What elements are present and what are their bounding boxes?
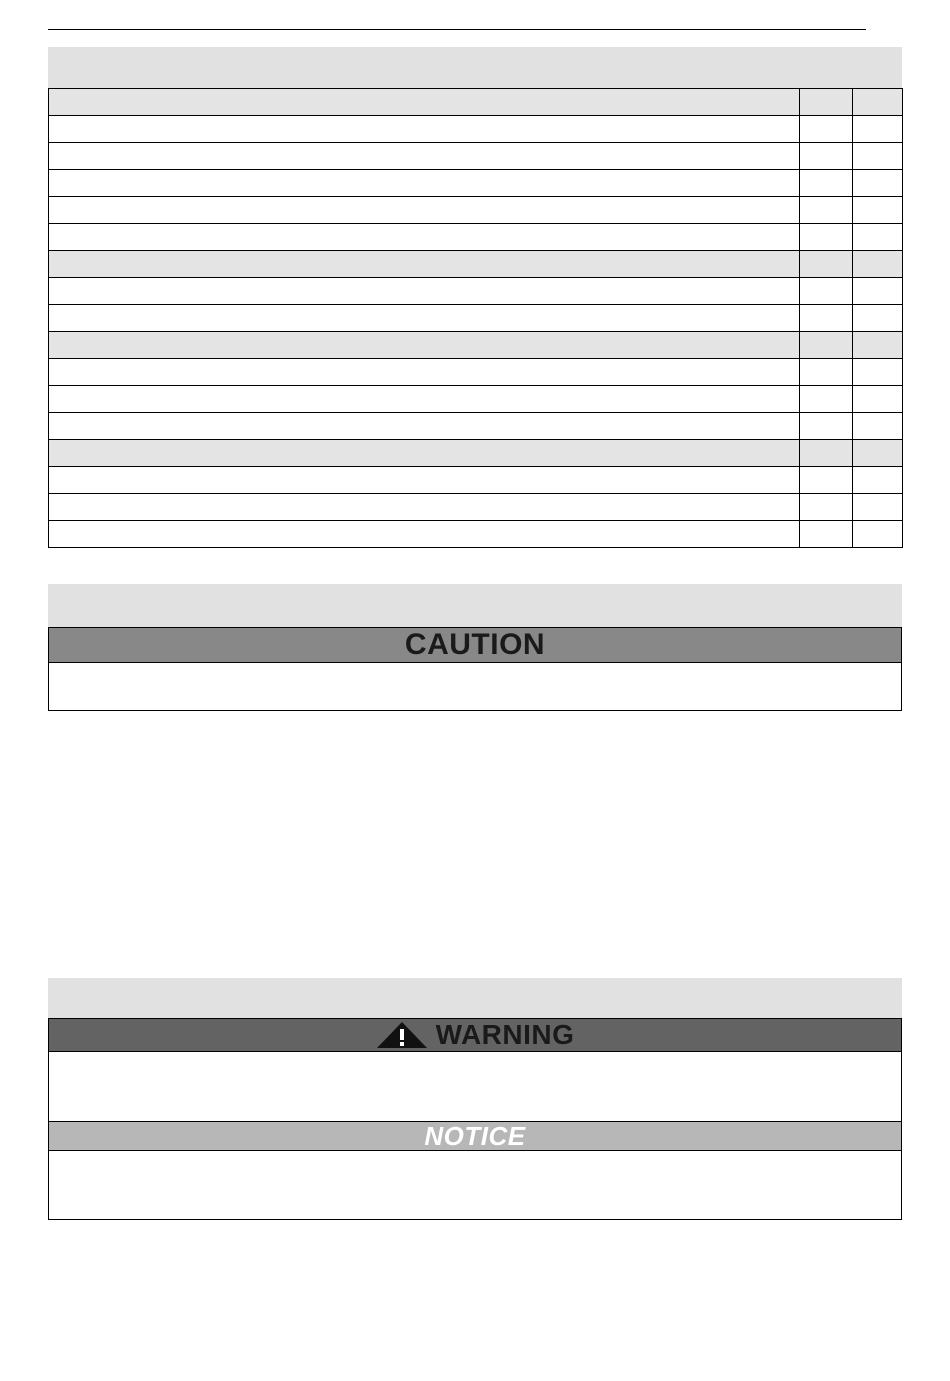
caution-header xyxy=(49,628,901,663)
warning-body xyxy=(49,1052,901,1121)
warning-triangle-icon xyxy=(376,1021,428,1049)
table-subheader-row xyxy=(49,332,903,359)
section-band-caution xyxy=(48,584,902,627)
notice-label: NOTICE xyxy=(424,1120,526,1151)
table-row xyxy=(49,143,903,170)
section-band-warning xyxy=(48,978,902,1018)
caution-label: CAUTION xyxy=(404,628,546,661)
checklist-body xyxy=(49,89,903,548)
caution-box xyxy=(48,627,902,711)
caution-body xyxy=(49,663,901,710)
notice-header xyxy=(49,1121,901,1151)
warning-label: WARNING xyxy=(435,1019,575,1050)
warning-header xyxy=(49,1019,901,1052)
table-row xyxy=(49,116,903,143)
table-row xyxy=(49,386,903,413)
checklist-table xyxy=(48,88,903,548)
table-row xyxy=(49,521,903,548)
table-subheader-row xyxy=(49,440,903,467)
table-row xyxy=(49,278,903,305)
table-row xyxy=(49,305,903,332)
table-row xyxy=(49,170,903,197)
table-row xyxy=(49,413,903,440)
top-rule xyxy=(48,29,866,30)
table-row xyxy=(49,359,903,386)
table-header-row xyxy=(49,89,903,116)
section-band-checklist xyxy=(48,47,902,88)
notice-body xyxy=(49,1151,901,1219)
table-row xyxy=(49,197,903,224)
table-row xyxy=(49,494,903,521)
table-row xyxy=(49,224,903,251)
warning-box xyxy=(48,1018,902,1220)
table-subheader-row xyxy=(49,251,903,278)
table-row xyxy=(49,467,903,494)
